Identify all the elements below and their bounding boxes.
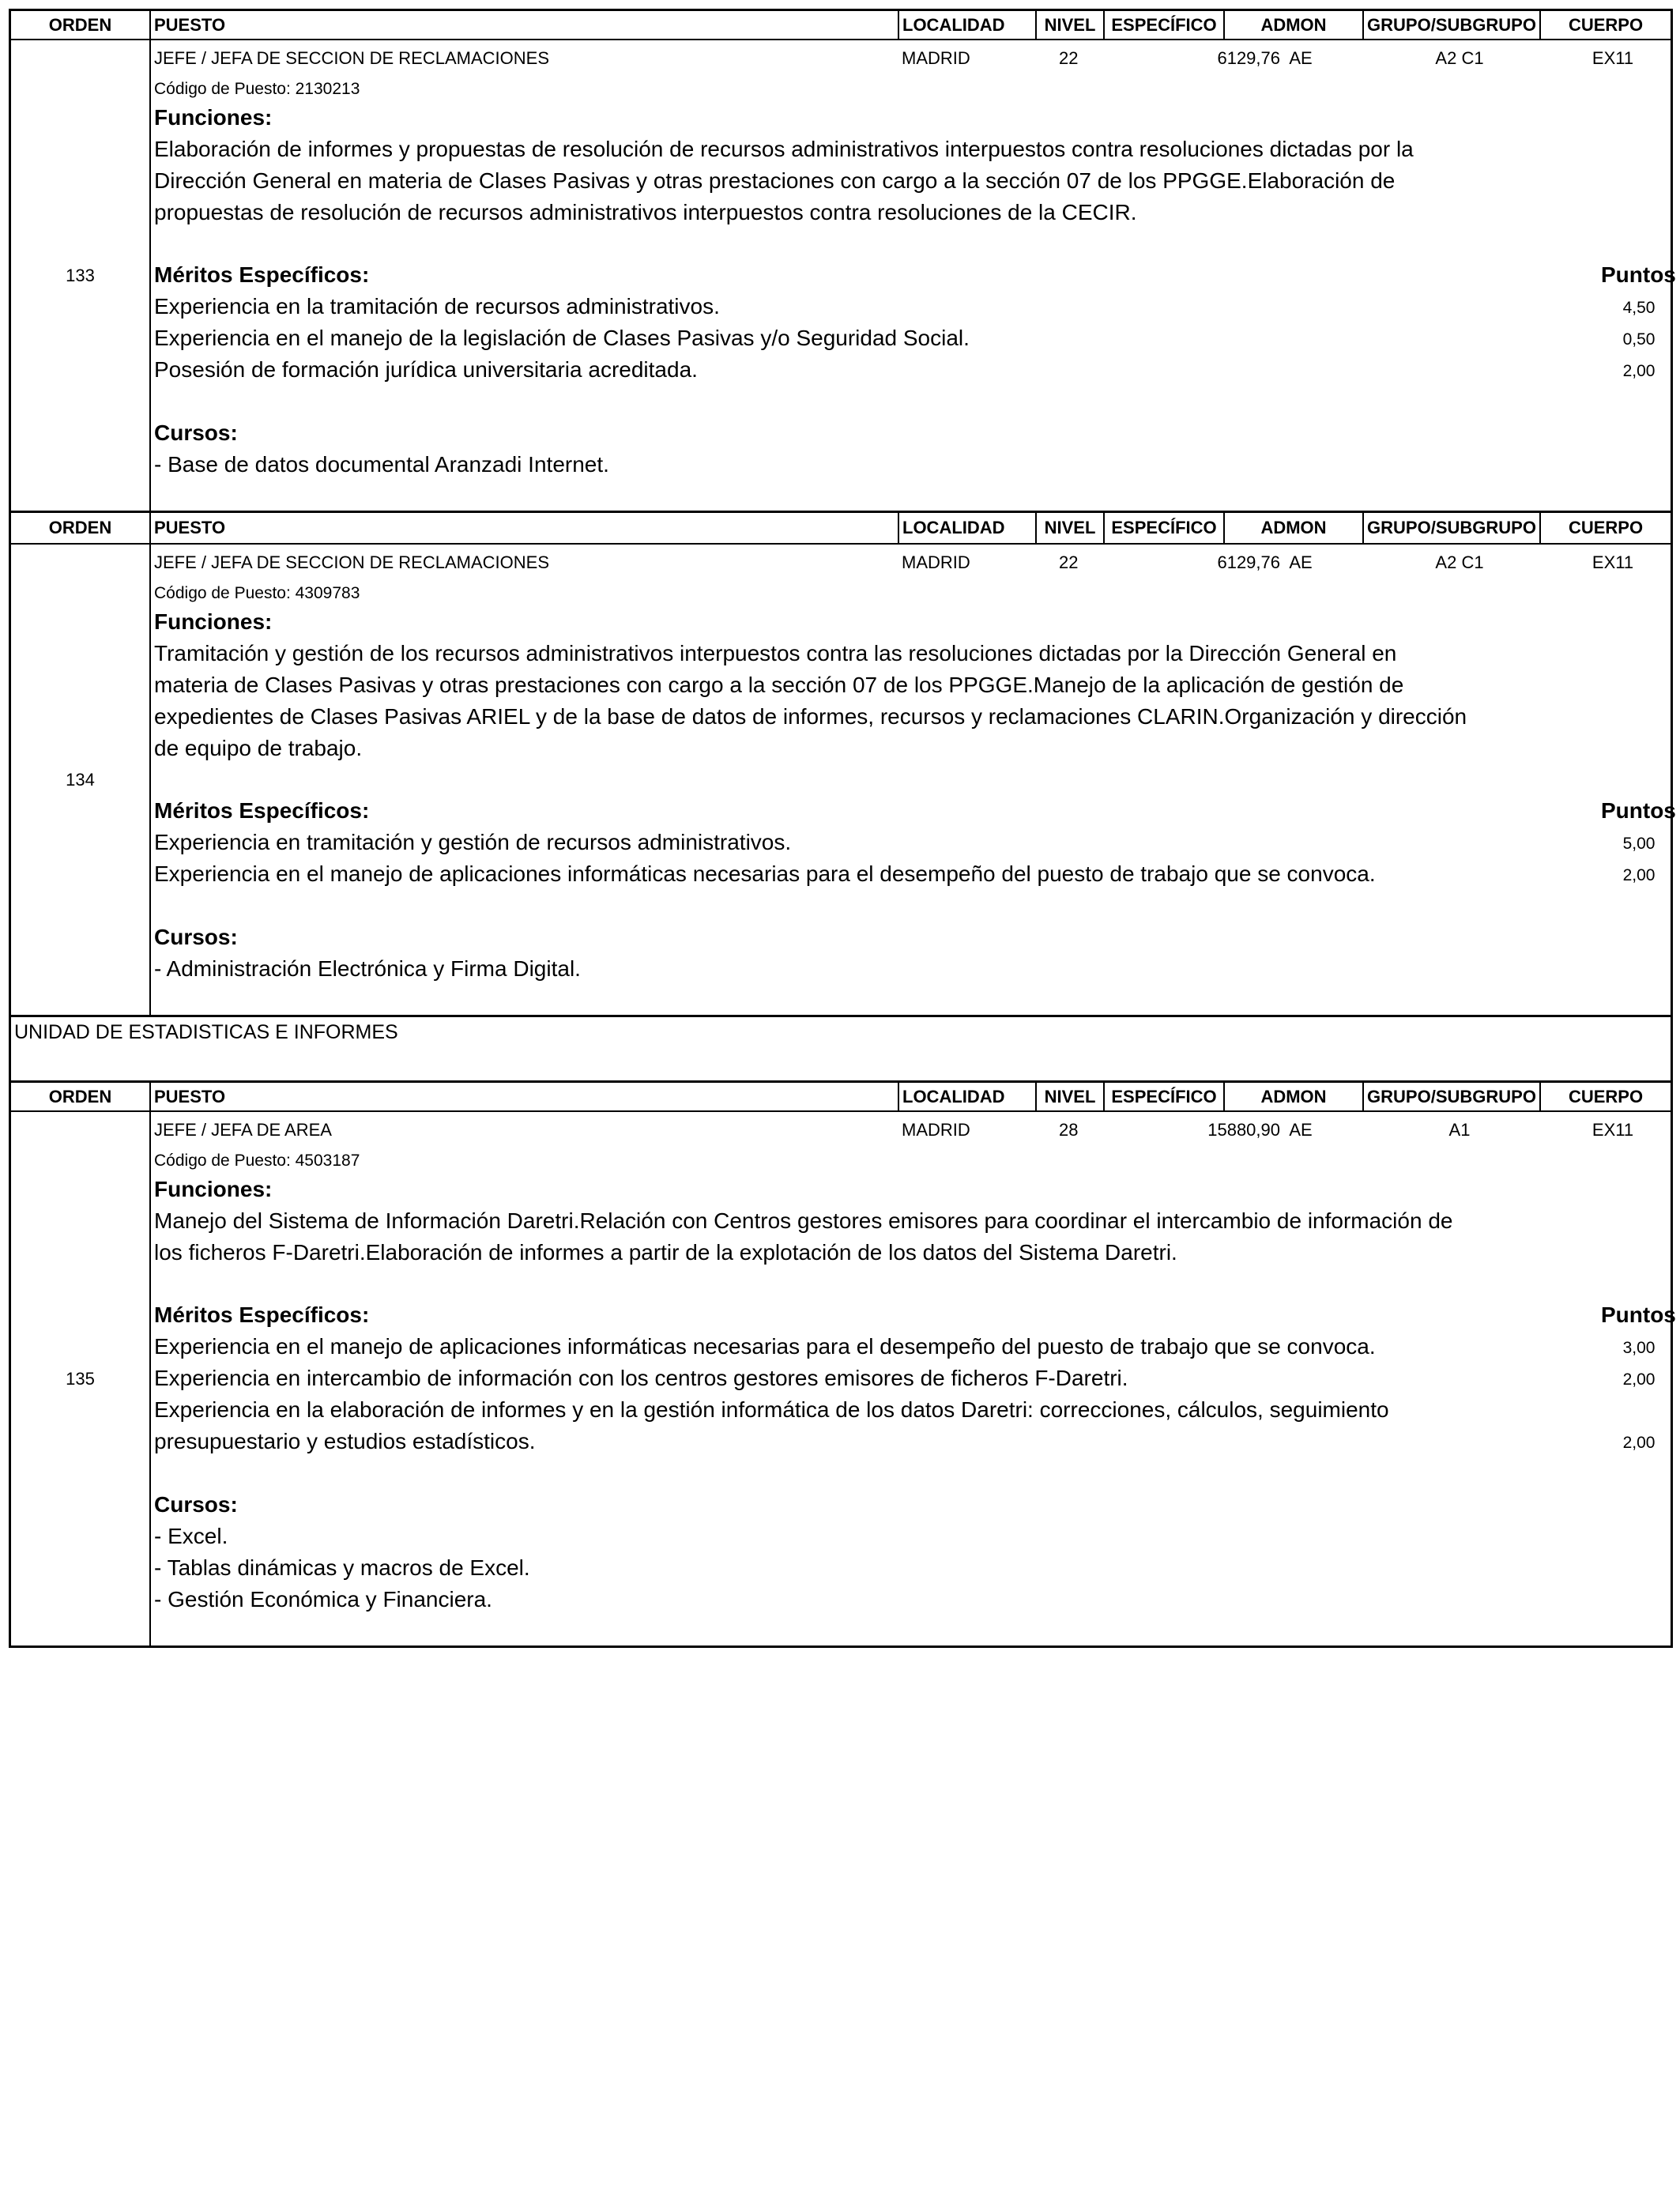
header-localidad: LOCALIDAD — [898, 513, 1035, 543]
merito-puntos: 5,00 — [1622, 835, 1656, 853]
admon: AE — [1289, 48, 1313, 68]
localidad: MADRID — [902, 48, 970, 68]
header-grupo: GRUPO/SUBGRUPO — [1362, 513, 1539, 543]
cursos-label: Cursos: — [154, 925, 238, 949]
funciones-label: Funciones: — [154, 609, 273, 634]
codigo-puesto: Código de Puesto: 4503187 — [154, 1152, 360, 1170]
header-orden: ORDEN — [48, 518, 112, 537]
funciones-line: Elaboración de informes y propuestas de resolución de recursos administrativos interpuestos contra resoluciones dictadas por la — [154, 137, 1414, 161]
puntos-label: Puntos — [1601, 262, 1676, 287]
header-cuerpo: CUERPO — [1539, 11, 1671, 39]
header-localidad: LOCALIDAD — [898, 11, 1035, 39]
header-especifico: ESPECÍFICO — [1103, 1083, 1223, 1110]
funciones-line: los ficheros F-Daretri.Elaboración de informes a partir de la explotación de los datos del Sistema Daretri. — [154, 1240, 1177, 1265]
header-nivel: NIVEL — [1035, 11, 1103, 39]
curso-item: - Excel. — [154, 1524, 228, 1548]
cuerpo: EX11 — [1591, 1120, 1634, 1140]
puesto-title: JEFE / JEFA DE SECCION DE RECLAMACIONES — [154, 48, 549, 68]
codigo-puesto: Código de Puesto: 2130213 — [154, 80, 360, 98]
header-nivel: NIVEL — [1035, 513, 1103, 543]
header-orden: ORDEN — [48, 1086, 112, 1106]
funciones-line: propuestas de resolución de recursos administrativos interpuestos contra resoluciones de la CECIR. — [154, 200, 1137, 224]
header-puesto: PUESTO — [149, 513, 898, 543]
admon: AE — [1289, 552, 1313, 572]
merito-text: Experiencia en la tramitación de recursos administrativos. — [154, 294, 720, 319]
merito-puntos: 2,00 — [1622, 1434, 1656, 1452]
merito-text: Experiencia en tramitación y gestión de recursos administrativos. — [154, 830, 792, 854]
puesto-title: JEFE / JEFA DE SECCION DE RECLAMACIONES — [154, 552, 549, 572]
meritos-label: Méritos Específicos: — [154, 262, 370, 287]
merito-text: Experiencia en el manejo de la legislación de Clases Pasivas y/o Seguridad Social. — [154, 326, 970, 350]
meritos-label: Méritos Específicos: — [154, 798, 370, 823]
header-admon: ADMON — [1223, 513, 1362, 543]
merito-puntos: 2,00 — [1622, 362, 1656, 380]
cursos-label: Cursos: — [154, 420, 238, 445]
header-grupo: GRUPO/SUBGRUPO — [1362, 11, 1539, 39]
especifico: 15880,90 — [1207, 1120, 1280, 1140]
nivel: 22 — [1059, 552, 1079, 572]
curso-item: - Administración Electrónica y Firma Digital. — [154, 956, 581, 981]
meritos-label: Méritos Específicos: — [154, 1302, 370, 1327]
position-block-133 — [9, 40, 1676, 513]
merito-text: Experiencia en el manejo de aplicaciones informáticas necesarias para el desempeño del puesto de trabajo que se convoca. — [154, 861, 1376, 886]
position-block-134 — [9, 545, 1676, 1017]
grupo: A2 C1 — [1435, 552, 1484, 572]
header-especifico: ESPECÍFICO — [1103, 513, 1223, 543]
merito-puntos: 2,00 — [1622, 866, 1656, 884]
grupo: A2 C1 — [1435, 48, 1484, 68]
curso-item: - Tablas dinámicas y macros de Excel. — [154, 1555, 530, 1580]
localidad: MADRID — [902, 552, 970, 572]
admon: AE — [1289, 1120, 1313, 1140]
funciones-label: Funciones: — [154, 1177, 273, 1201]
header-puesto: PUESTO — [149, 11, 898, 39]
header-nivel: NIVEL — [1035, 1083, 1103, 1110]
header-localidad: LOCALIDAD — [898, 1083, 1035, 1110]
funciones-line: materia de Clases Pasivas y otras prestaciones con cargo a la sección 07 de los PPGGE.Manejo de la aplicación de gestión de — [154, 673, 1404, 697]
position-block-135 — [9, 1112, 1676, 1648]
puesto-title: JEFE / JEFA DE AREA — [154, 1120, 332, 1140]
funciones-line: Manejo del Sistema de Información Daretri.Relación con Centros gestores emisores para coordinar el intercambio de información de — [154, 1208, 1453, 1233]
curso-item: - Gestión Económica y Financiera. — [154, 1587, 492, 1612]
merito-text: Experiencia en intercambio de información con los centros gestores emisores de ficheros F-Daretri. — [154, 1366, 1128, 1390]
document-page — [9, 9, 1676, 1648]
cuerpo: EX11 — [1591, 48, 1634, 68]
merito-puntos: 4,50 — [1622, 299, 1656, 317]
especifico: 6129,76 — [1217, 48, 1280, 68]
grupo: A1 — [1448, 1120, 1471, 1140]
cuerpo: EX11 — [1591, 552, 1634, 572]
merito-text: presupuestario y estudios estadísticos. — [154, 1429, 536, 1453]
header-especifico: ESPECÍFICO — [1103, 11, 1223, 39]
merito-puntos: 2,00 — [1622, 1370, 1656, 1389]
merito-puntos: 3,00 — [1622, 1339, 1656, 1357]
unit-title: UNIDAD DE ESTADISTICAS E INFORMES — [14, 1021, 398, 1043]
puntos-label: Puntos — [1601, 1302, 1676, 1327]
header-grupo: GRUPO/SUBGRUPO — [1362, 1083, 1539, 1110]
table-header — [9, 1080, 1673, 1112]
cursos-label: Cursos: — [154, 1492, 238, 1517]
merito-puntos: 0,50 — [1622, 330, 1656, 349]
localidad: MADRID — [902, 1120, 970, 1140]
funciones-line: Tramitación y gestión de los recursos administrativos interpuestos contra las resoluciones dictadas por la Dirección General en — [154, 641, 1397, 665]
unit-section-title — [9, 1017, 1673, 1080]
table-header — [9, 9, 1673, 40]
especifico: 6129,76 — [1217, 552, 1280, 572]
funciones-label: Funciones: — [154, 105, 273, 130]
nivel: 28 — [1059, 1120, 1079, 1140]
puntos-label: Puntos — [1601, 798, 1676, 823]
table-header — [9, 513, 1673, 545]
merito-text: Experiencia en el manejo de aplicaciones informáticas necesarias para el desempeño del puesto de trabajo que se convoca. — [154, 1334, 1376, 1359]
header-admon: ADMON — [1223, 1083, 1362, 1110]
codigo-puesto: Código de Puesto: 4309783 — [154, 584, 360, 602]
merito-text: Experiencia en la elaboración de informes y en la gestión informática de los datos Daretri: correcciones, cálculos, seguimiento — [154, 1397, 1389, 1422]
funciones-line: expedientes de Clases Pasivas ARIEL y de la base de datos de informes, recursos y reclamaciones CLARIN.Organización y dirección — [154, 704, 1467, 729]
orden-number: 133 — [11, 40, 151, 511]
curso-item: - Base de datos documental Aranzadi Internet. — [154, 452, 609, 477]
header-admon: ADMON — [1223, 11, 1362, 39]
merito-text: Posesión de formación jurídica universitaria acreditada. — [154, 357, 698, 382]
orden-number: 134 — [11, 545, 151, 1015]
orden-number: 135 — [11, 1112, 151, 1646]
header-puesto: PUESTO — [149, 1083, 898, 1110]
header-orden: ORDEN — [48, 14, 112, 35]
header-cuerpo: CUERPO — [1539, 1083, 1671, 1110]
header-cuerpo: CUERPO — [1539, 513, 1671, 543]
funciones-line: Dirección General en materia de Clases Pasivas y otras prestaciones con cargo a la sección 07 de los PPGGE.Elaboración de — [154, 168, 1396, 193]
nivel: 22 — [1059, 48, 1079, 68]
funciones-line: de equipo de trabajo. — [154, 736, 363, 760]
